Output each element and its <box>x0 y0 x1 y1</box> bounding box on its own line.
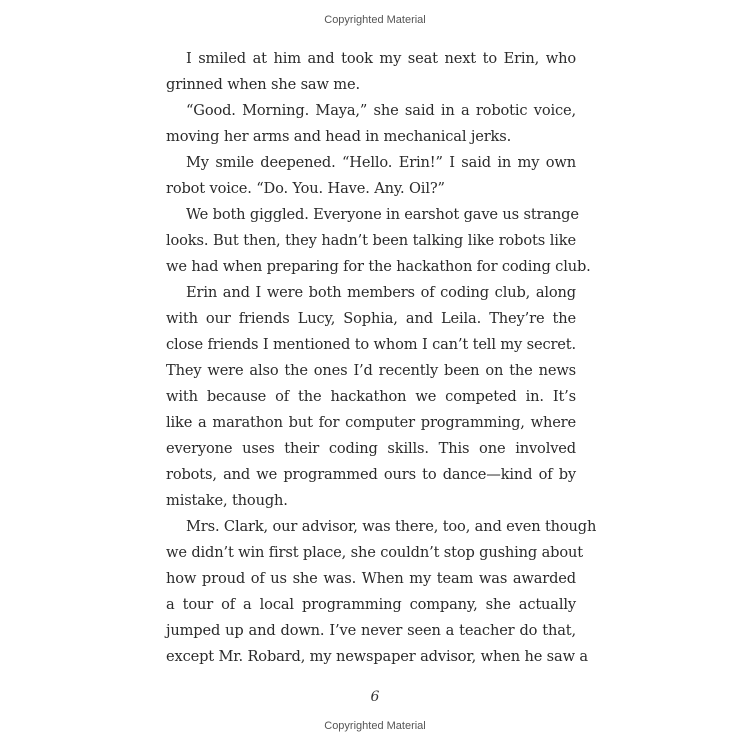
copyright-header: Copyrighted Material <box>324 14 426 26</box>
text-line: moving her arms and head in mechanical jerks. <box>166 128 512 145</box>
text-line: except Mr. Robard, my newspaper advisor, when he saw a <box>166 648 588 665</box>
paragraph <box>166 98 576 150</box>
text-line: with our friends Lucy, Sophia, and Leila. They’re the <box>166 310 576 327</box>
text-line: everyone uses their coding skills. This one involved <box>166 440 576 457</box>
paragraph <box>166 150 576 202</box>
text-line: we had when preparing for the hackathon for coding club. <box>166 258 591 275</box>
text-line: like a marathon but for computer programming, where <box>166 414 576 431</box>
page-number: 6 <box>370 689 380 705</box>
text-line: They were also the ones I’d recently been on the news <box>166 362 576 379</box>
text-line: how proud of us she was. When my team was awarded <box>166 570 576 587</box>
text-line: Erin and I were both members of coding club, along <box>186 284 576 301</box>
text-line: Mrs. Clark, our advisor, was there, too, and even though <box>186 518 597 535</box>
text-line: I smiled at him and took my seat next to Erin, who <box>186 50 576 67</box>
text-line: grinned when she saw me. <box>166 76 360 93</box>
text-line: My smile deepened. “Hello. Erin!” I said in my own <box>186 154 576 171</box>
text-line: mistake, though. <box>166 492 288 509</box>
text-line: “Good. Morning. Maya,” she said in a robotic voice, <box>186 102 576 119</box>
paragraph <box>166 46 576 98</box>
paragraph <box>166 202 591 280</box>
text-line: robot voice. “Do. You. Have. Any. Oil?” <box>166 180 445 197</box>
text-line: We both giggled. Everyone in earshot gave us strange <box>186 206 579 223</box>
text-line: robots, and we programmed ours to dance—kind of by <box>166 466 576 483</box>
text-line: looks. But then, they hadn’t been talking like robots like <box>166 232 576 249</box>
text-line: a tour of a local programming company, she actually <box>166 596 576 613</box>
paragraph <box>166 514 597 670</box>
copyright-footer: Copyrighted Material <box>324 720 426 732</box>
text-line: we didn’t win first place, she couldn’t stop gushing about <box>166 544 583 561</box>
text-line: close friends I mentioned to whom I can’t tell my secret. <box>166 336 576 353</box>
text-line: with because of the hackathon we competed in. It’s <box>166 388 576 405</box>
paragraph <box>166 280 576 514</box>
text-line: jumped up and down. I’ve never seen a teacher do that, <box>166 622 576 639</box>
page-body-text <box>166 46 597 670</box>
